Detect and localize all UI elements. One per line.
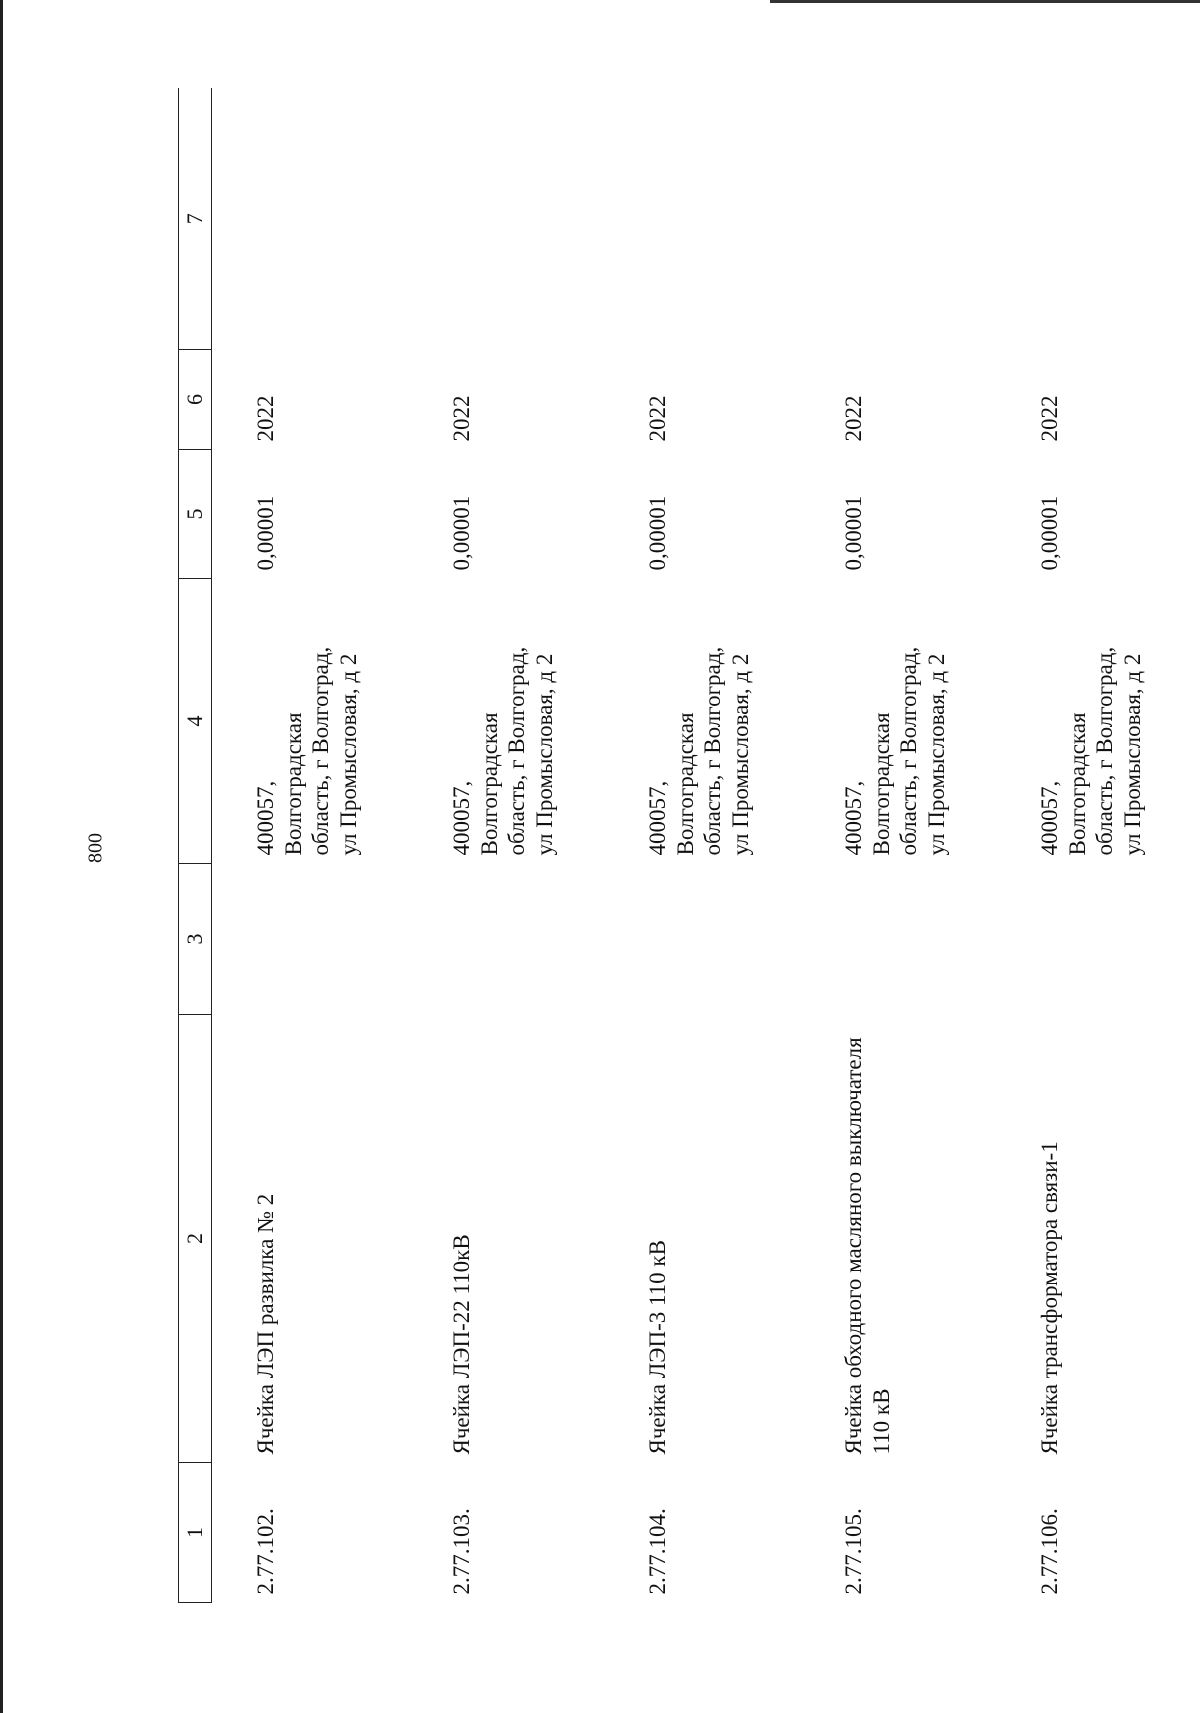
column-header-6: 6: [179, 350, 212, 450]
year-cell: 2022: [645, 395, 670, 442]
address-line: ул Промысловая, д 2: [727, 653, 753, 856]
address-line: 400057,: [449, 780, 474, 856]
page-edge-top: [770, 0, 1200, 3]
address-line: 400057,: [1037, 780, 1062, 856]
value-cell: 0,00001: [841, 495, 866, 571]
column-header-4: 4: [179, 579, 212, 864]
row-number: 2.77.103.: [449, 1508, 474, 1595]
address-line: область, г Волгоград,: [308, 646, 334, 856]
column-header-1: 1: [179, 1463, 212, 1603]
column-3-cell: [808, 864, 1004, 1015]
object-name: Ячейка ЛЭП развилка № 2: [253, 1193, 278, 1455]
address-line: Волгоградская: [672, 712, 698, 856]
address-line: область, г Волгоград,: [504, 646, 530, 856]
column-header-7: 7: [179, 89, 212, 350]
row-number: 2.77.104.: [645, 1508, 670, 1595]
object-name: Ячейка трансформатора связи-1: [1037, 1141, 1062, 1455]
column-7-cell: [1004, 89, 1200, 350]
address-line: ул Промысловая, д 2: [335, 653, 361, 856]
column-3-cell: [212, 864, 417, 1015]
table-row: [416, 89, 612, 1603]
row-number: 2.77.102.: [253, 1508, 278, 1595]
column-header-3: 3: [179, 864, 212, 1015]
address-line: Волгоградская: [868, 712, 894, 856]
value-cell: 0,00001: [1037, 495, 1062, 571]
table-row: [612, 89, 808, 1603]
column-3-cell: [612, 864, 808, 1015]
address-cell: [808, 579, 1004, 864]
table-row: [212, 89, 417, 1603]
year-cell: 2022: [449, 395, 474, 442]
address-cell: [212, 579, 417, 864]
column-7-cell: [212, 89, 417, 350]
address-line: область, г Волгоград,: [700, 646, 726, 856]
address-line: область, г Волгоград,: [1092, 646, 1118, 856]
table-row: [1004, 89, 1200, 1603]
table-header-row: [179, 89, 212, 1603]
table-row: [808, 89, 1004, 1603]
row-number: 2.77.106.: [1037, 1508, 1062, 1595]
address-line: область, г Волгоград,: [896, 646, 922, 856]
value-cell: 0,00001: [449, 495, 474, 571]
data-table: [178, 89, 1200, 1604]
object-name: Ячейка обходного масляного выключателя 110 кВ: [841, 1037, 894, 1455]
address-line: ул Промысловая, д 2: [531, 653, 557, 856]
column-7-cell: [612, 89, 808, 350]
value-cell: 0,00001: [645, 495, 670, 571]
year-cell: 2022: [1037, 395, 1062, 442]
address-line: 400057,: [253, 780, 278, 856]
object-name: Ячейка ЛЭП-22 110кВ: [449, 1234, 474, 1455]
row-number: 2.77.105.: [841, 1508, 866, 1595]
year-cell: 2022: [253, 395, 278, 442]
column-header-5: 5: [179, 450, 212, 579]
address-line: 400057,: [841, 780, 866, 856]
address-line: ул Промысловая, д 2: [923, 653, 949, 856]
column-3-cell: [1004, 864, 1200, 1015]
column-7-cell: [808, 89, 1004, 350]
address-line: ул Промысловая, д 2: [1119, 653, 1145, 856]
address-cell: [612, 579, 808, 864]
address-line: Волгоградская: [476, 712, 502, 856]
address-cell: [416, 579, 612, 864]
page-edge-left: [0, 0, 3, 1713]
column-header-2: 2: [179, 1015, 212, 1463]
address-line: Волгоградская: [280, 712, 306, 856]
object-name: Ячейка ЛЭП-3 110 кВ: [645, 1240, 670, 1455]
address-line: Волгоградская: [1064, 712, 1090, 856]
address-cell: [1004, 579, 1200, 864]
column-3-cell: [416, 864, 612, 1015]
address-line: 400057,: [645, 780, 670, 856]
value-cell: 0,00001: [253, 495, 278, 571]
page-number: 800: [84, 833, 107, 863]
year-cell: 2022: [841, 395, 866, 442]
rotated-table-frame: [178, 89, 1145, 1603]
column-7-cell: [416, 89, 612, 350]
